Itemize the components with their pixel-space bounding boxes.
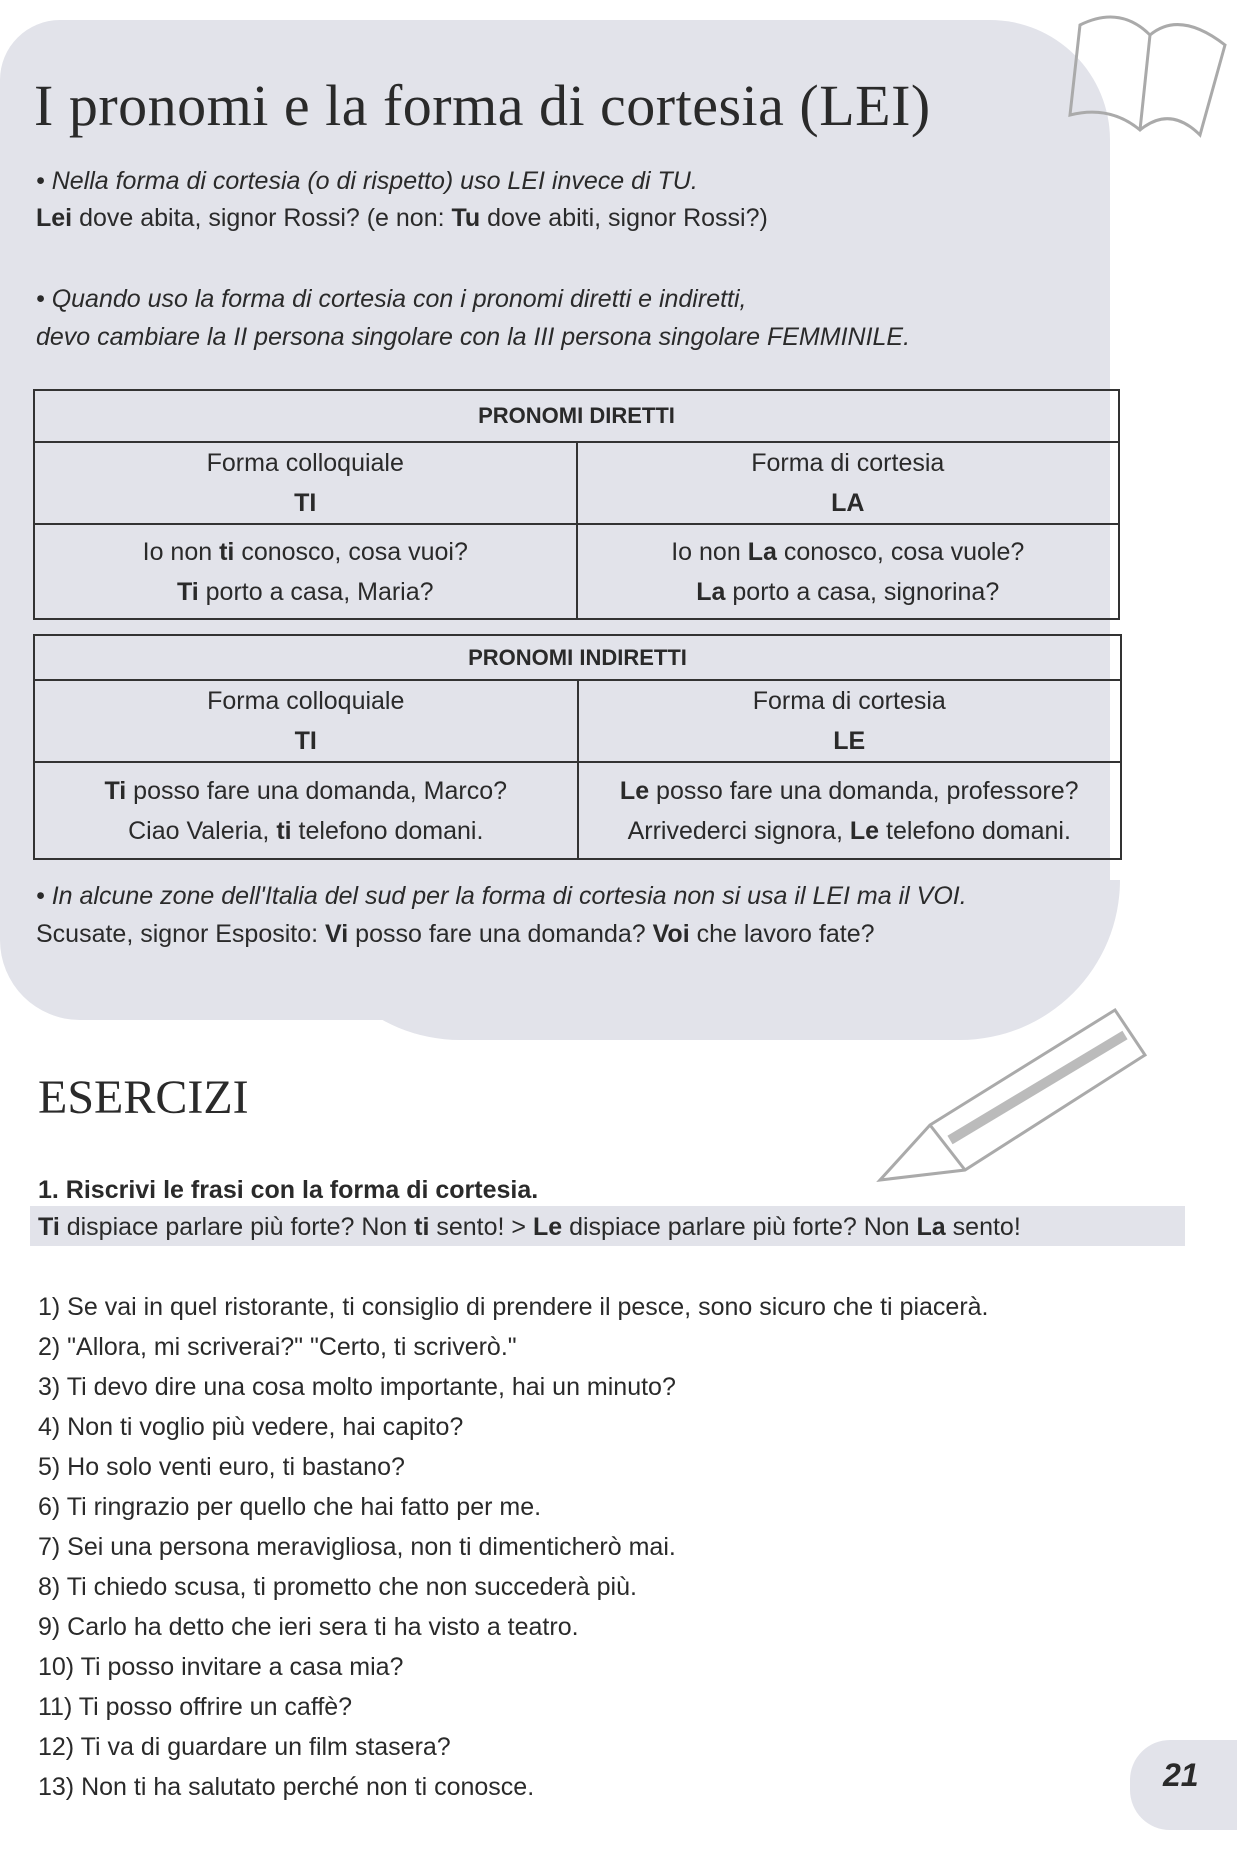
exercise-item: 5) Ho solo venti euro, ti bastano? (38, 1453, 405, 1481)
exercise-item: 8) Ti chiedo scusa, ti prometto che non succederà più. (38, 1573, 637, 1601)
table-pronomi-diretti (33, 389, 1120, 620)
table-header: PRONOMI DIRETTI (34, 390, 1119, 442)
exercises-heading: ESERCIZI (38, 1071, 249, 1124)
exercise-item: 3) Ti devo dire una cosa molto importante, hai un minuto? (38, 1373, 676, 1401)
example-voi: Scusate, signor Esposito: Vi posso fare una domanda? Voi che lavoro fate? (36, 920, 875, 948)
col-cortesia: Forma di cortesia LE (578, 680, 1122, 762)
exercise-item: 13) Non ti ha salutato perché non ti conosce. (38, 1773, 535, 1801)
examples-cortesia: Le posso fare una domanda, professore? Arrivederci signora, Le telefono domani. (578, 762, 1122, 859)
exercise-item: 6) Ti ringrazio per quello che hai fatto per me. (38, 1493, 542, 1521)
exercise-item: 10) Ti posso invitare a casa mia? (38, 1653, 404, 1681)
table-header: PRONOMI INDIRETTI (34, 635, 1121, 680)
bullet-3: • In alcune zone dell'Italia del sud per la forma di cortesia non si usa il LEI ma il VOI. (36, 882, 967, 910)
col-colloquiale: Forma colloquiale TI (34, 680, 578, 762)
bullet-2-line-2: devo cambiare la II persona singolare con la III persona singolare FEMMINILE. (36, 323, 911, 351)
col-colloquiale: Forma colloquiale TI (34, 442, 577, 524)
example-1: Lei dove abita, signor Rossi? (e non: Tu dove abiti, signor Rossi?) (36, 204, 768, 232)
bullet-2-line-1: • Quando uso la forma di cortesia con i pronomi diretti e indiretti, (36, 285, 747, 313)
table-pronomi-indiretti (33, 634, 1122, 860)
examples-cortesia: Io non La conosco, cosa vuole? La porto a casa, signorina? (577, 524, 1120, 619)
exercise-item: 4) Non ti voglio più vedere, hai capito? (38, 1413, 464, 1441)
exercise-item: 7) Sei una persona meravigliosa, non ti dimenticherò mai. (38, 1533, 676, 1561)
exercise-example: Ti dispiace parlare più forte? Non ti sento! > Le dispiace parlare più forte? Non La sento! (38, 1213, 1021, 1241)
page-title: I pronomi e la forma di cortesia (LEI) (34, 73, 931, 138)
pencil-icon (870, 995, 1150, 1195)
exercise-item: 9) Carlo ha detto che ieri sera ti ha visto a teatro. (38, 1613, 579, 1641)
examples-colloquiale: Ti posso fare una domanda, Marco? Ciao Valeria, ti telefono domani. (34, 762, 578, 859)
exercise-item: 11) Ti posso offrire un caffè? (38, 1693, 353, 1721)
bullet-1: • Nella forma di cortesia (o di rispetto) uso LEI invece di TU. (36, 167, 698, 195)
open-book-icon (1060, 5, 1230, 145)
exercise-item: 2) "Allora, mi scriverai?" "Certo, ti scriverò." (38, 1333, 517, 1361)
exercise-item: 12) Ti va di guardare un film stasera? (38, 1733, 451, 1761)
exercise-instruction: 1. Riscrivi le frasi con la forma di cortesia. (38, 1176, 539, 1204)
exercise-item: 1) Se vai in quel ristorante, ti consiglio di prendere il pesce, sono sicuro che ti piacerà. (38, 1293, 989, 1321)
col-cortesia: Forma di cortesia LA (577, 442, 1120, 524)
examples-colloquiale: Io non ti conosco, cosa vuoi? Ti porto a casa, Maria? (34, 524, 577, 619)
page-number: 21 (1163, 1757, 1199, 1793)
